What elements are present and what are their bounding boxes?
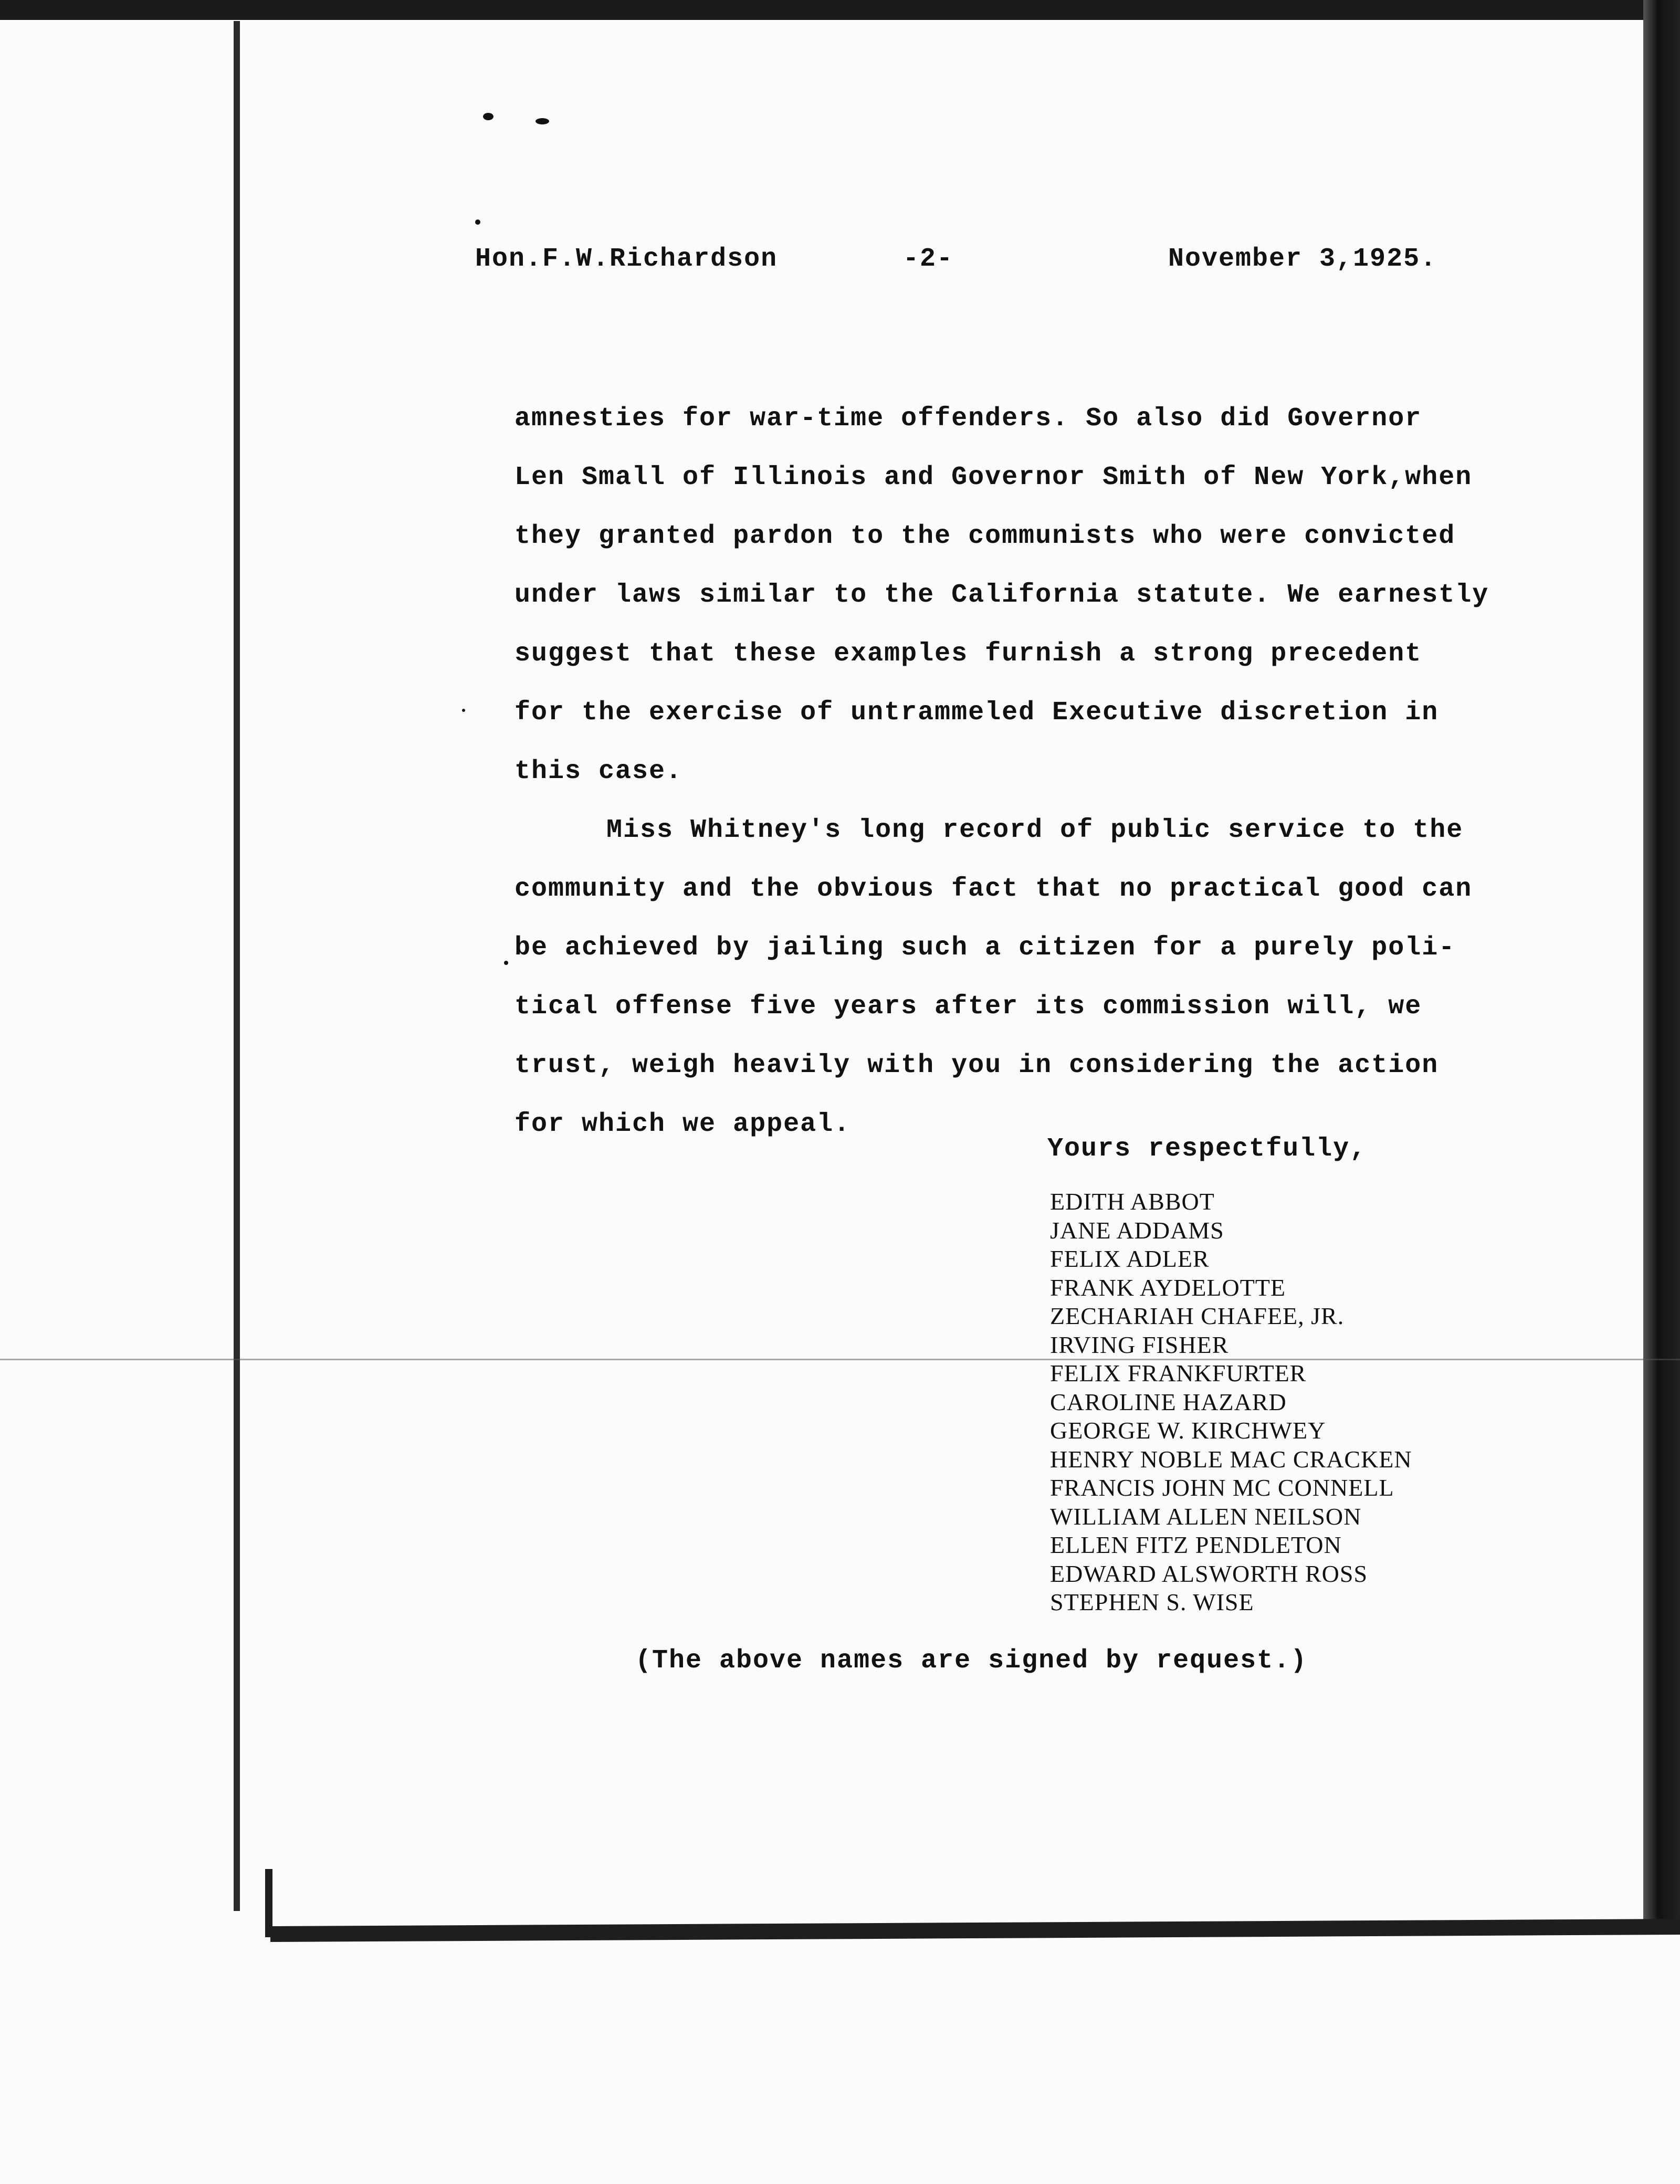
scan-top-edge bbox=[0, 0, 1680, 20]
body-line: amnesties for war-time offenders. So also did Governor bbox=[514, 404, 1422, 434]
letter-body bbox=[514, 390, 1502, 1154]
body-line: community and the obvious fact that no practical good can bbox=[514, 874, 1473, 904]
body-line: tical offense five years after its commission will, we bbox=[514, 992, 1422, 1022]
ink-speck bbox=[504, 961, 508, 965]
ink-speck bbox=[536, 118, 549, 124]
signatory-list bbox=[1050, 1188, 1412, 1617]
body-line: trust, weigh heavily with you in considering the action bbox=[514, 1051, 1439, 1080]
signatory-name: FRANCIS JOHN MC CONNELL bbox=[1050, 1474, 1394, 1501]
signatory-name: JANE ADDAMS bbox=[1050, 1216, 1224, 1244]
signatory-name: EDITH ABBOT bbox=[1050, 1188, 1215, 1215]
paragraph-1 bbox=[514, 390, 1502, 801]
body-line: Miss Whitney's long record of public service to the bbox=[606, 815, 1464, 845]
ink-speck bbox=[483, 113, 494, 120]
ink-speck bbox=[475, 219, 480, 225]
signatory-name: EDWARD ALSWORTH ROSS bbox=[1050, 1560, 1368, 1587]
signatory-name: ELLEN FITZ PENDLETON bbox=[1050, 1531, 1342, 1558]
signatory-name: HENRY NOBLE MAC CRACKEN bbox=[1050, 1445, 1412, 1473]
letter-date: November 3,1925. bbox=[1168, 244, 1437, 274]
body-line: they granted pardon to the communists who were convicted bbox=[514, 521, 1456, 551]
ink-speck bbox=[462, 709, 465, 712]
body-line: suggest that these examples furnish a strong precedent bbox=[514, 639, 1422, 669]
body-line: for the exercise of untrammeled Executive discretion in bbox=[514, 698, 1439, 728]
signatory-name: FELIX FRANKFURTER bbox=[1050, 1360, 1307, 1387]
scan-fold-line bbox=[0, 1359, 1680, 1360]
signatory-name: WILLIAM ALLEN NEILSON bbox=[1050, 1503, 1362, 1530]
body-line: be achieved by jailing such a citizen for a purely poli- bbox=[514, 933, 1456, 963]
scan-right-edge bbox=[1643, 0, 1680, 1932]
signatory-name: IRVING FISHER bbox=[1050, 1331, 1229, 1358]
signature-footnote: (The above names are signed by request.) bbox=[635, 1646, 1308, 1676]
signatory-name: FRANK AYDELOTTE bbox=[1050, 1274, 1286, 1301]
signatory-name: CAROLINE HAZARD bbox=[1050, 1388, 1287, 1415]
signatory-name: GEORGE W. KIRCHWEY bbox=[1050, 1417, 1326, 1444]
body-line: under laws similar to the California statute. We earnestly bbox=[514, 580, 1489, 610]
closing-salutation: Yours respectfully, bbox=[1047, 1134, 1367, 1164]
page-number: -2- bbox=[903, 244, 954, 274]
body-line: for which we appeal. bbox=[514, 1109, 851, 1139]
addressee-header: Hon.F.W.Richardson bbox=[475, 244, 778, 274]
signatory-name: STEPHEN S. WISE bbox=[1050, 1589, 1254, 1615]
paragraph-2 bbox=[514, 801, 1502, 1154]
body-line: this case. bbox=[514, 757, 683, 786]
paper-left-edge bbox=[234, 21, 240, 1911]
body-line: Len Small of Illinois and Governor Smith of New York,when bbox=[514, 463, 1473, 492]
signatory-name: ZECHARIAH CHAFEE, JR. bbox=[1050, 1303, 1345, 1329]
signatory-name: FELIX ADLER bbox=[1050, 1245, 1210, 1272]
